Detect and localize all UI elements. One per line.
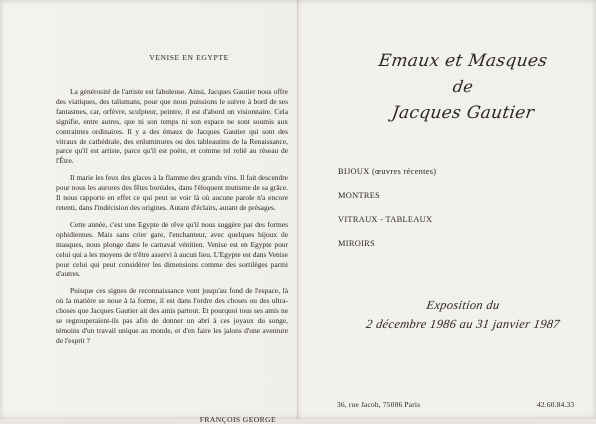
works-list-item: MONTRES xyxy=(338,191,381,200)
exhibition-label: Exposition du xyxy=(425,298,501,312)
title-line-3: Jacques Gautier xyxy=(390,103,536,123)
center-fold xyxy=(297,0,298,419)
essay-paragraph-1: La générosité de l'artiste est fabuleuse. Ainsi, Jacques Gautier nous offre des viatiques, des talismans, pour que nous puissions le suivre à bord de ses fantasmes, car, orfèvre, sculpteur, peintre, il est d'abord un visionnaire. Cela signifie, entre autres, que ni son temps ni son espace ne sont soumis aux contraintes ordinaires. Il y a des émaux de Jacques Gautier qui sont des vitraux de cathédrale, des enluminures ou des tableautins de la Renaissance, parce qu'il est artiste, parce qu'il est poète, et comme tel relié au réseau de l'Être. xyxy=(56,87,288,166)
gallery-phone: 42.60.84.33 xyxy=(537,400,575,409)
exhibition-title xyxy=(330,48,596,126)
left-page xyxy=(56,53,288,424)
title-line-2: de xyxy=(451,77,475,96)
essay-paragraph-3: Cette année, c'est une Egypte de rêve qu'il nous suggère par des formes ophidiennes. Mais sans crier gare, l'enchanteur, avec quelques bijoux de masques, nous plonge dans le carnaval vénitien. Venise est en Egypte pour celui qui a les moyens de n'être asservi à aucun lieu. L'Egypte est dans Venise pour celui qui peut considérer les dimensions comme des sortilèges parmi d'autres. xyxy=(56,219,288,279)
works-list xyxy=(338,166,436,262)
gallery-address: 36, rue Jacob, 75006 Paris xyxy=(337,400,421,409)
essay-paragraph-4: Puisque ces signes de reconnaissance vont jusqu'au fond de l'espace, là où la matière se noue à la forme, il est dans l'ordre des choses ou des ultra-choses que Jacques Gautier ait des amis partout. Et pourquoi tous ses amis ne se regrouperaient-ils pas afin de donner un abri à ces joyaux du songe, témoins d'un travail unique au monde, et d'en faire les jalons d'une aventure de l'esprit ? xyxy=(56,286,288,345)
exhibition-date-range: 2 décembre 1986 au 31 janvier 1987 xyxy=(365,317,561,331)
exhibition-dates xyxy=(330,296,596,334)
essay-title: VENISE EN EGYPTE xyxy=(149,53,229,62)
works-list-item: MIROIRS xyxy=(338,239,376,248)
works-list-item: BIJOUX (œuvres récentes) xyxy=(338,167,437,176)
author-signature: FRANÇOIS GEORGE xyxy=(199,415,276,424)
works-list-item: VITRAUX - TABLEAUX xyxy=(338,215,433,224)
essay-paragraph-2: Il marie les feux des glaces à la flamme des grands vins. Il fait descendre pour nous les aurores des fêtes boréales, dans l'éloquent mutisme de sa grâce. Il nous rapporte en effet ce qui peut se voir là où aucune parole n'a encore retenti, dans l'indécision des origines. Autant d'éclairs, autant de présages. xyxy=(56,173,288,212)
title-line-1: Emaux et Masques xyxy=(377,51,549,71)
